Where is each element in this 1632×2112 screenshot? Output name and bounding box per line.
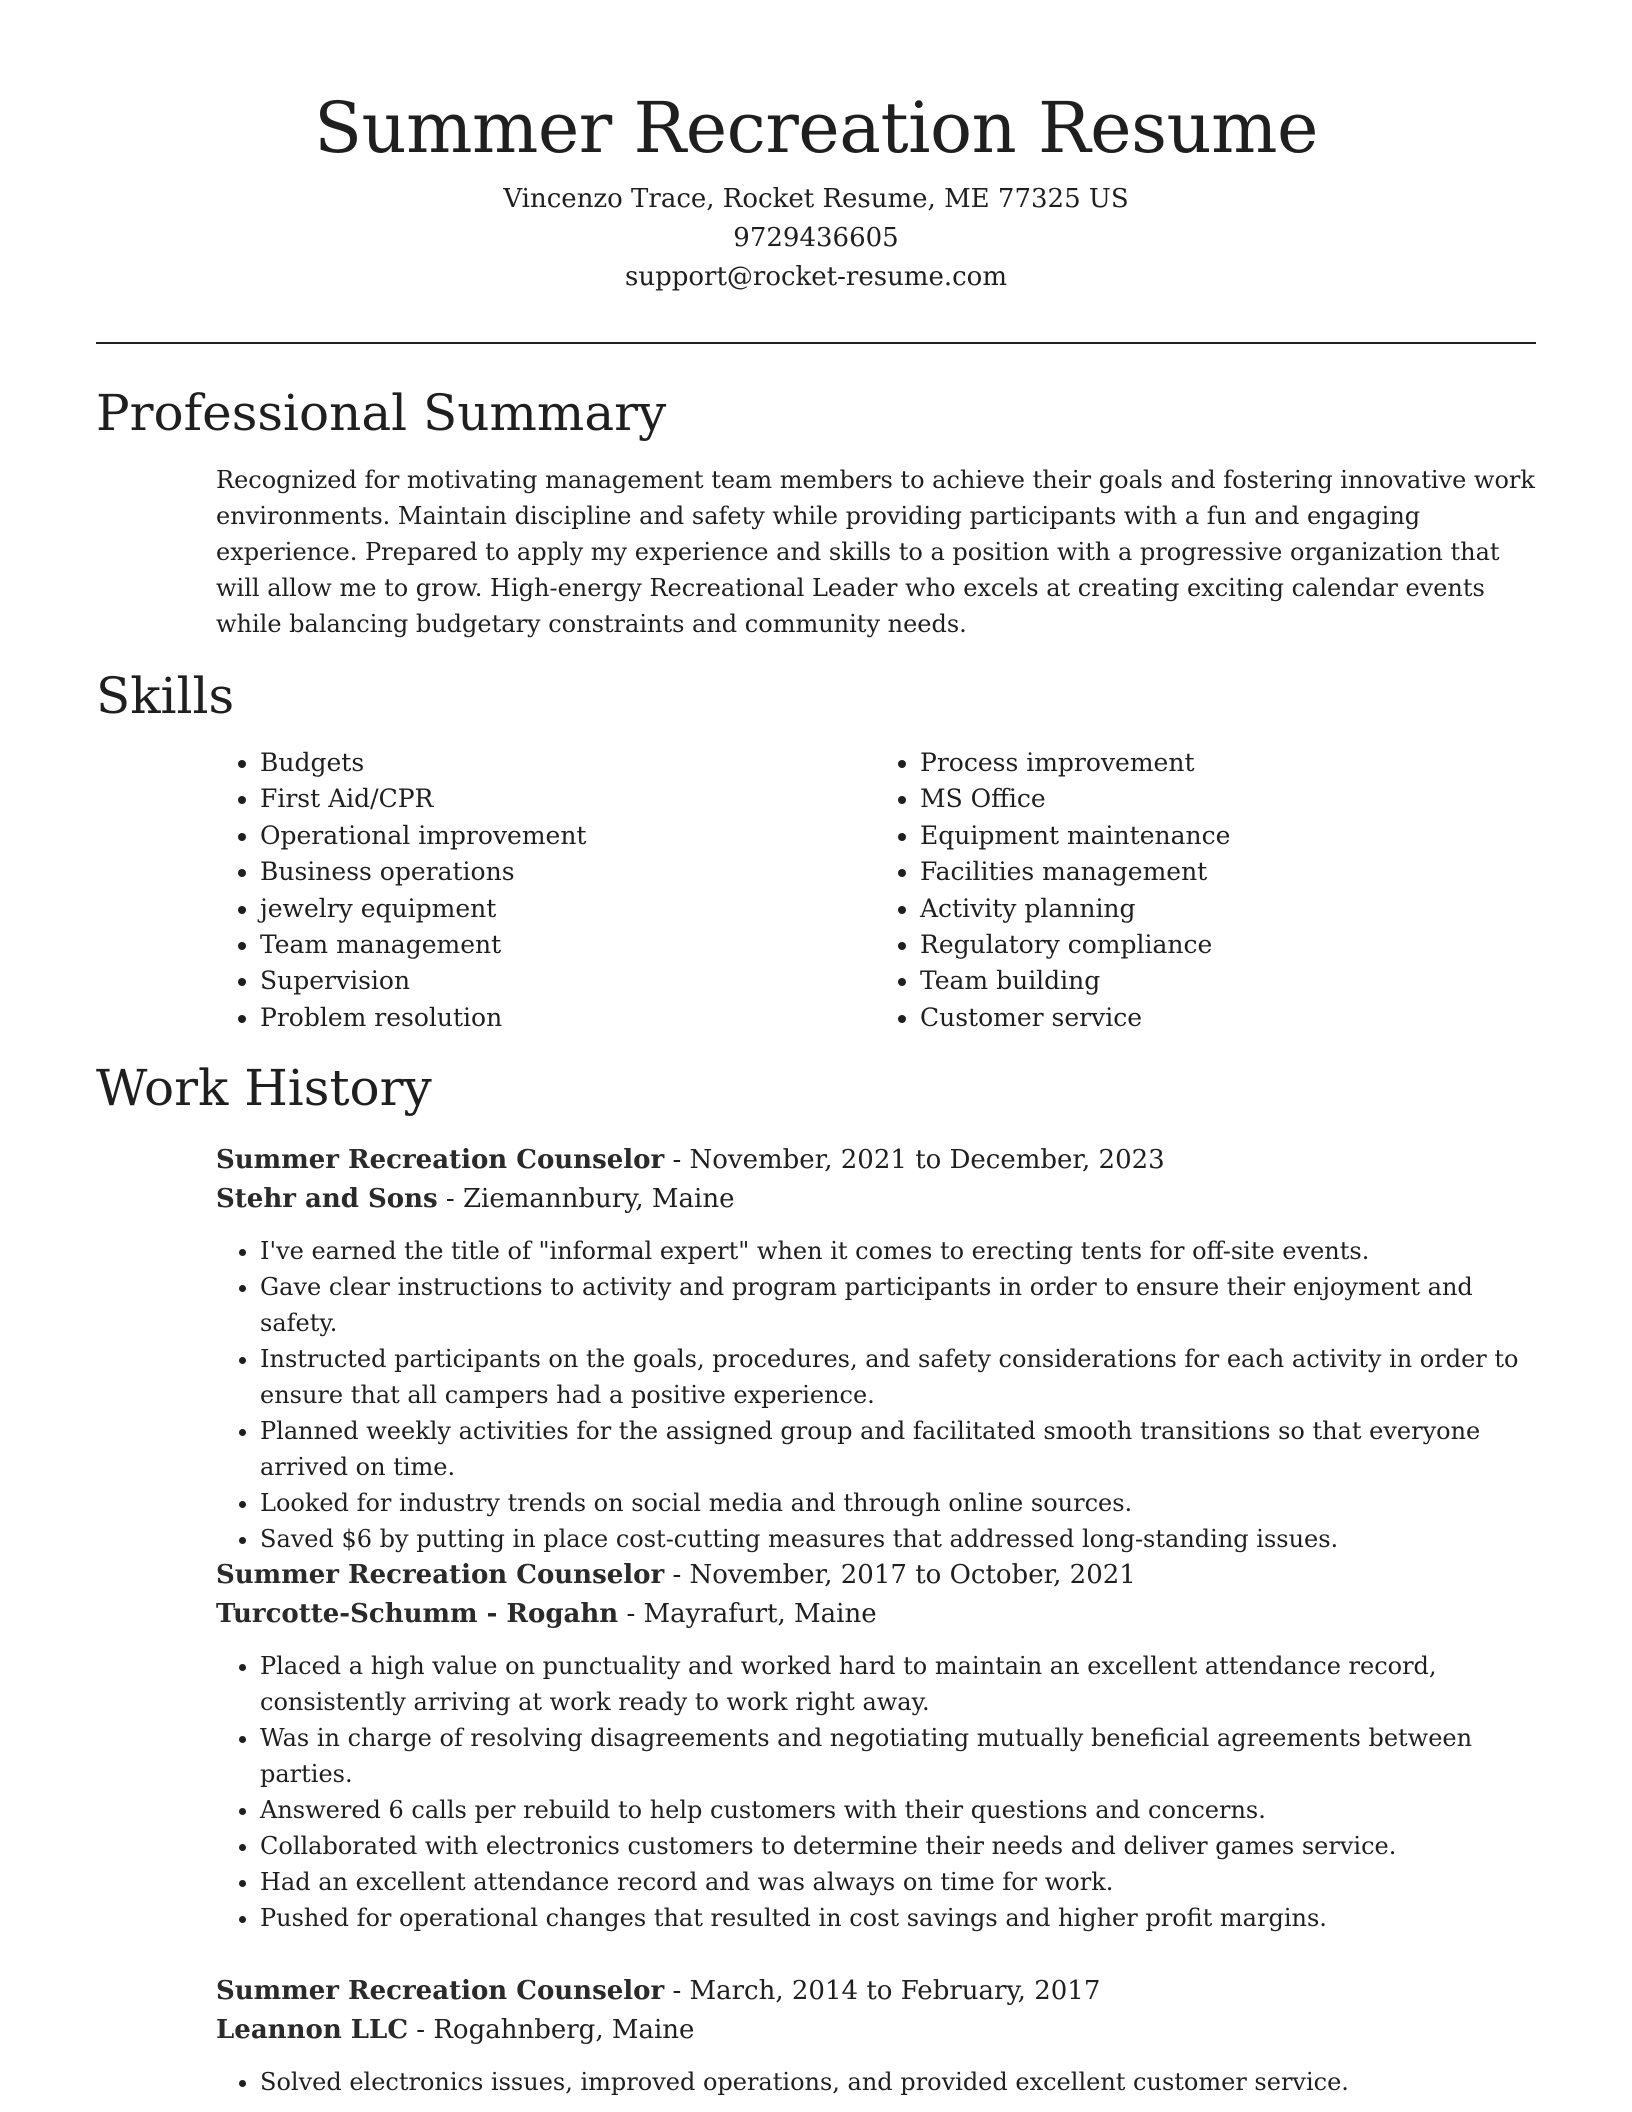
job-bullet: • I've earned the title of "informal expert" when it comes to erecting tents for off-site events. [260, 1233, 1546, 1269]
job-company-line [216, 1180, 1546, 1219]
job-bullet: • Solved electronics issues, improved operations, and provided excellent customer service. [260, 2064, 1546, 2100]
job-title-line [216, 1141, 1546, 1180]
skill-item: • Problem resolution [260, 1000, 876, 1036]
job-bullets [216, 1233, 1546, 1557]
skill-item: • MS Office [920, 781, 1536, 817]
job-bullet: • Was in charge of resolving disagreements and negotiating mutually beneficial agreements between parties. [260, 1720, 1546, 1792]
job-bullet: • Collaborated with electronics customers to determine their needs and deliver games service. [260, 1828, 1546, 1864]
contact-email: support@rocket-resume.com [624, 262, 1007, 292]
skills-heading: Skills [96, 667, 235, 725]
contact-address: Vincenzo Trace, Rocket Resume, ME 77325 US [503, 184, 1129, 214]
header-divider [96, 342, 1536, 344]
skills-column-left [216, 745, 876, 1036]
job-bullet: • Looked for industry trends on social media and through online sources. [260, 1485, 1546, 1521]
job-bullet: • Gave clear instructions to activity and program participants in order to ensure their enjoyment and safety. [260, 1269, 1546, 1341]
job-role: Summer Recreation Counselor [216, 1976, 665, 2006]
job-role: Summer Recreation Counselor [216, 1560, 665, 1590]
skill-item: • Team management [260, 927, 876, 963]
job-location: - Rogahnberg, Maine [408, 2015, 695, 2045]
resume-header [0, 0, 1632, 297]
job-entry [216, 1556, 1546, 1936]
job-entry [216, 1141, 1546, 1557]
skill-item: • Equipment maintenance [920, 818, 1536, 854]
resume-title: Summer Recreation Resume [314, 87, 1318, 169]
job-dates: - November, 2021 to December, 2023 [664, 1145, 1165, 1175]
job-company-line [216, 2011, 1546, 2050]
job-dates: - March, 2014 to February, 2017 [664, 1976, 1101, 2006]
job-title-line [216, 1556, 1546, 1595]
skill-item: • Operational improvement [260, 818, 876, 854]
job-company: Turcotte-Schumm - Rogahn [216, 1599, 619, 1629]
summary-text: Recognized for motivating management team members to achieve their goals and fostering innovative work environments. Maintain discipline and safety while providing participants with a fun and engaging experience. Prepared to apply my experience and skills to a position with a progressive organization that will allow me to grow. High-energy Recreational Leader who excels at creating exciting calendar events while balancing budgetary constraints and community needs. [216, 466, 1535, 638]
skill-item: • Regulatory compliance [920, 927, 1536, 963]
job-bullet: • Answered 6 calls per rebuild to help customers with their questions and concerns. [260, 1792, 1546, 1828]
job-entry [216, 1972, 1546, 2100]
job-company: Stehr and Sons [216, 1184, 438, 1214]
skill-item: • jewelry equipment [260, 891, 876, 927]
skill-item: • Activity planning [920, 891, 1536, 927]
skill-item: • Business operations [260, 854, 876, 890]
job-title-line [216, 1972, 1546, 2011]
work-history-heading: Work History [96, 1059, 432, 1117]
job-bullet: • Saved $6 by putting in place cost-cutting measures that addressed long-standing issues. [260, 1521, 1546, 1557]
skill-item: • Customer service [920, 1000, 1536, 1036]
summary-heading: Professional Summary [96, 384, 667, 442]
job-location: - Ziemannbury, Maine [437, 1184, 735, 1214]
skills-list [216, 745, 1536, 1036]
job-bullets [216, 1648, 1546, 1936]
job-bullet: • Placed a high value on punctuality and worked hard to maintain an excellent attendance record, consistently arriving at work ready to work right away. [260, 1648, 1546, 1720]
job-bullet: • Pushed for operational changes that resulted in cost savings and higher profit margins. [260, 1900, 1546, 1936]
skill-item: • Supervision [260, 963, 876, 999]
skill-item: • Team building [920, 963, 1536, 999]
skill-item: • Budgets [260, 745, 876, 781]
job-bullets [216, 2064, 1546, 2100]
contact-phone: 9729436605 [733, 223, 899, 253]
skill-item: • First Aid/CPR [260, 781, 876, 817]
skill-item: • Facilities management [920, 854, 1536, 890]
job-bullet: • Instructed participants on the goals, procedures, and safety considerations for each activity in order to ensure that all campers had a positive experience. [260, 1341, 1546, 1413]
job-role: Summer Recreation Counselor [216, 1145, 665, 1175]
job-bullet: • Planned weekly activities for the assigned group and facilitated smooth transitions so that everyone arrived on time. [260, 1413, 1546, 1485]
job-location: - Mayrafurt, Maine [618, 1599, 877, 1629]
job-bullet: • Had an excellent attendance record and was always on time for work. [260, 1864, 1546, 1900]
job-dates: - November, 2017 to October, 2021 [664, 1560, 1136, 1590]
contact-info [0, 180, 1632, 297]
skill-item: • Process improvement [920, 745, 1536, 781]
skills-column-right [876, 745, 1536, 1036]
job-company: Leannon LLC [216, 2015, 409, 2045]
job-company-line [216, 1595, 1546, 1634]
